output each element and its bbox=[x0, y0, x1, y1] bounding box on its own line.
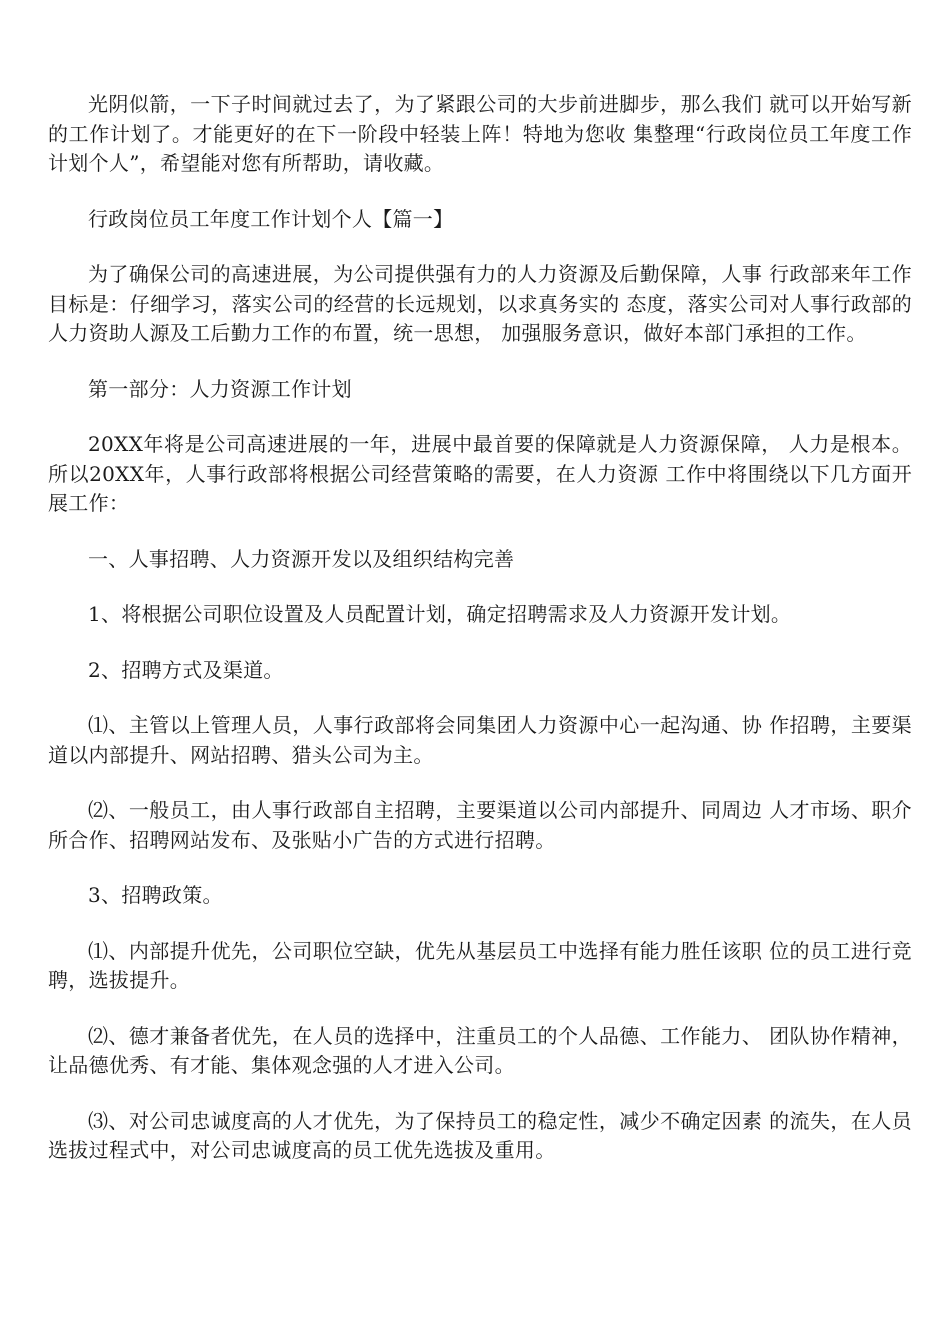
list-item: ⑵、德才兼备者优先，在人员的选择中，注重员工的个人品德、工作能力、 团队协作精神，让品德优秀、有才能、集体观念强的人才进入公司。 bbox=[48, 1023, 912, 1077]
intro-paragraph: 光阴似箭，一下子时间就过去了，为了紧跟公司的大步前进脚步，那么我们 就可以开始写新的工作计划了。才能更好的在下一阶段中轻装上阵！特地为您收 集整理“行政岗位员工年度工作计划个人”，希望能对您有所帮助，请收藏。 bbox=[48, 92, 912, 175]
list-item: 1、将根据公司职位设置及人员配置计划，确定招聘需求及人力资源开发计划。 bbox=[88, 602, 792, 626]
list-item: ⑵、一般员工，由人事行政部自主招聘，主要渠道以公司内部提升、同周边 人才市场、职介所合作、招聘网站发布、及张贴小广告的方式进行招聘。 bbox=[48, 798, 912, 852]
part-one-heading: 第一部分：人力资源工作计划 bbox=[88, 376, 352, 401]
list-item: ⑶、对公司忠诚度高的人才优先，为了保持员工的稳定性，减少不确定因素 的流失，在人员选拔过程式中，对公司忠诚度高的员工优先选拔及重用。 bbox=[48, 1108, 912, 1162]
list-item: ⑴、内部提升优先，公司职位空缺，优先从基层员工中选择有能力胜任该职 位的员工进行竞聘，选拔提升。 bbox=[48, 938, 912, 992]
section-title-part-one: 行政岗位员工年度工作计划个人【篇一】 bbox=[88, 206, 454, 231]
list-item: 2、招聘方式及渠道。 bbox=[88, 657, 284, 682]
list-item: ⑴、主管以上管理人员，人事行政部将会同集团人力资源中心一起沟通、协 作招聘，主要渠道以内部提升、网站招聘、猎头公司为主。 bbox=[48, 713, 912, 767]
goal-paragraph: 为了确保公司的高速进展，为公司提供强有力的人力资源及后勤保障，人事 行政部来年工作目标是：仔细学习，落实公司的经营的长远规划，以求真务实的 态度，落实公司对人事行政部的人力资助人源及工后勤力工作的布置，统一思想， 加强服务意识，做好本部门承担的工作。 bbox=[48, 262, 912, 345]
overview-paragraph: 20XX年将是公司高速进展的一年，进展中最首要的保障就是人力资源保障， 人力是根本。所以20XX年，人事行政部将根据公司经营策略的需要，在人力资源 工作中将围绕以下几方面开展工作： bbox=[48, 432, 912, 515]
list-item: 3、招聘政策。 bbox=[88, 883, 223, 907]
item-one-heading: 一、人事招聘、人力资源开发以及组织结构完善 bbox=[88, 546, 515, 571]
